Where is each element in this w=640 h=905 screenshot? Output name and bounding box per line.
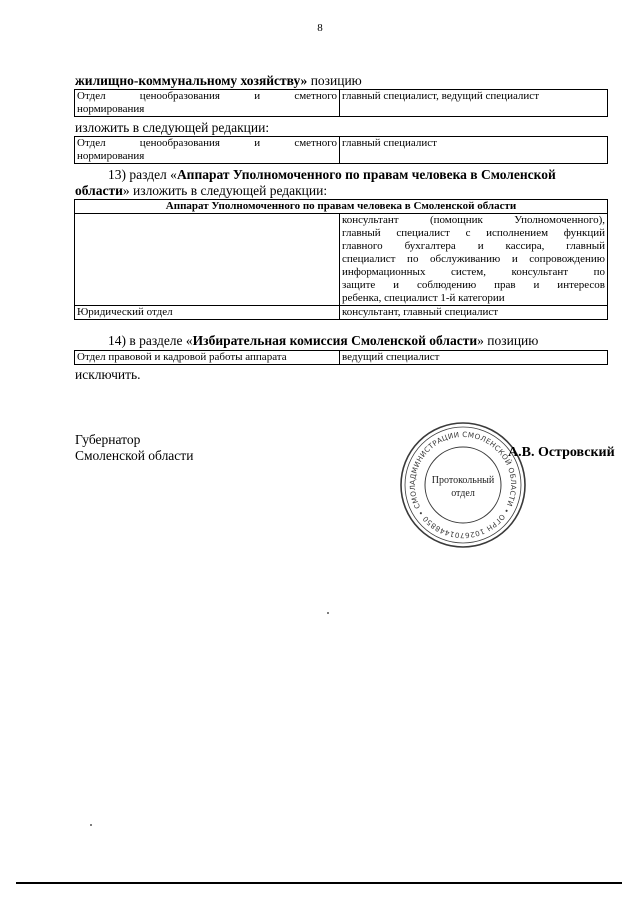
replace-line: изложить в следующей редакции: [75, 120, 270, 135]
table2-left-cell [75, 137, 340, 164]
table3-row2-left: Юридический отдел [75, 306, 340, 320]
table2-left-line1: Отдел ценообразования и сметного [77, 137, 337, 149]
table3-right-line: информационных систем, консультант по [342, 266, 605, 278]
item13-bold2: области [75, 183, 123, 198]
item13-prefix: 13) раздел « [108, 167, 177, 182]
scan-speck [327, 612, 329, 614]
table1-left-line1: Отдел ценообразования и сметного [77, 90, 337, 102]
official-stamp [398, 420, 528, 550]
table-3 [74, 199, 608, 320]
item14-suffix: » позицию [477, 333, 539, 348]
stamp-center-line1: Протокольный [431, 475, 495, 486]
item14-bold: Избирательная комиссия Смоленской области [192, 333, 478, 348]
table4-right-cell: ведущий специалист [340, 351, 608, 365]
intro-normal: позицию [307, 73, 362, 88]
scan-speck [90, 824, 92, 826]
table3-right-line: защите и соблюдению прав и интересов [342, 279, 605, 291]
page-number: 8 [317, 22, 323, 34]
stamp-ring-text: АДМИНИСТРАЦИИ СМОЛЕНСКОЙ ОБЛАСТИ • ОГРН 1026701448850 • СМОЛ [407, 429, 519, 541]
stamp-graphic [398, 420, 528, 550]
table3-right-line: ребенка, специалист 1-й категории [342, 292, 505, 304]
item14-line [108, 333, 538, 349]
table3-right-cell [340, 214, 608, 306]
table-2 [74, 136, 608, 164]
table-4 [74, 350, 608, 365]
table3-row2-right: консультант, главный специалист [340, 306, 608, 320]
table1-left-line2: нормирования [77, 103, 145, 115]
table1-left-cell [75, 90, 340, 117]
intro-bold: жилищно-коммунальному хозяйству» [75, 73, 308, 88]
intro-line [75, 73, 362, 89]
table3-right-line: специалист по обслуживанию и сопровождению [342, 253, 605, 265]
item13-bold1: Аппарат Уполномоченного по правам человека в Смоленской [176, 167, 556, 182]
table-1 [74, 89, 608, 117]
item13-line2 [75, 183, 327, 199]
table3-right-line: консультант (помощник Уполномоченного), [342, 214, 605, 226]
exclude-line: исключить. [75, 367, 141, 382]
table3-right-line: главного бухгалтера и кассира, главный [342, 240, 605, 252]
table1-right-cell: главный специалист, ведущий специалист [340, 90, 608, 117]
governor-title-line1: Губернатор [75, 432, 141, 447]
item13-suffix: » изложить в следующей редакции: [122, 183, 328, 198]
table2-left-line2: нормирования [77, 150, 145, 162]
governor-title [75, 432, 193, 464]
table3-right-line: главный специалист с исполнением функций [342, 227, 605, 239]
governor-title-line2: Смоленской области [75, 448, 194, 463]
bottom-rule [16, 882, 622, 884]
stamp-center-line2: отдел [451, 488, 475, 499]
table3-empty-cell [75, 214, 340, 306]
table2-right-cell: главный специалист [340, 137, 608, 164]
signatory-name: А.В. Островский [508, 445, 615, 460]
table4-left-cell: Отдел правовой и кадровой работы аппарата [75, 351, 340, 365]
item13-line1 [108, 167, 556, 183]
table3-header: Аппарат Уполномоченного по правам человека в Смоленской области [75, 200, 608, 214]
item14-prefix: 14) в разделе « [108, 333, 193, 348]
